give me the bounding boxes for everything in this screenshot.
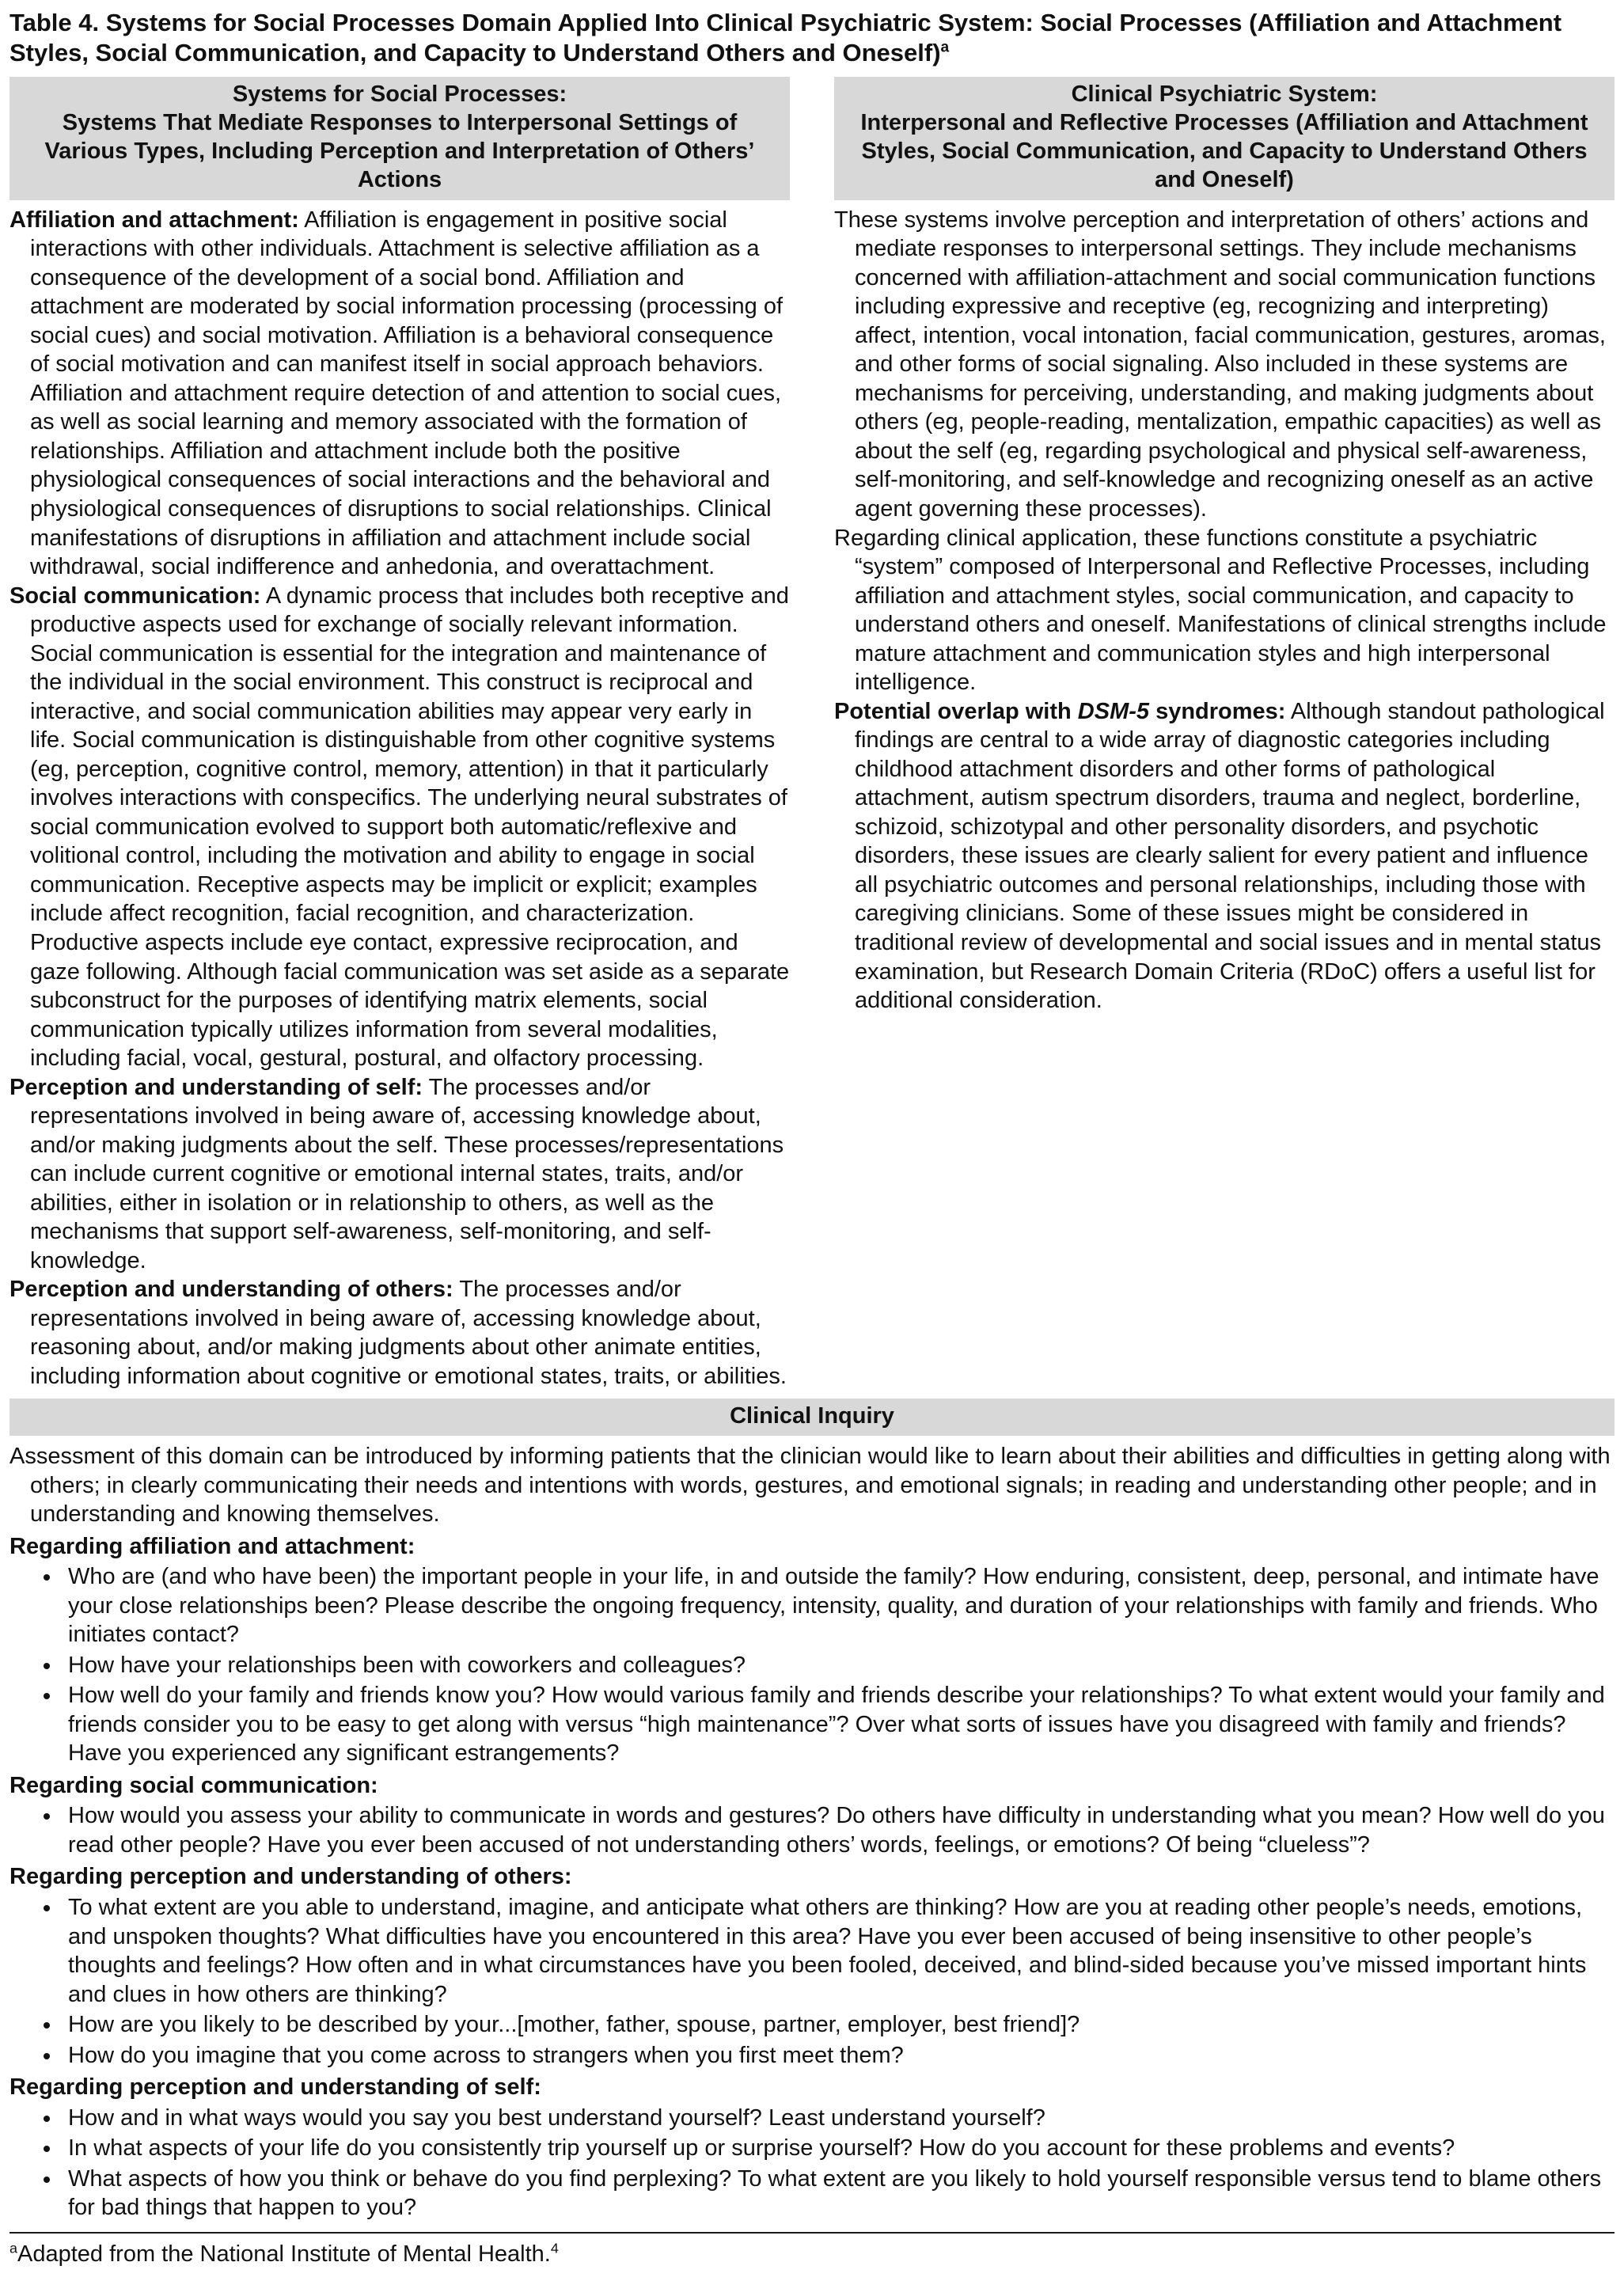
dsm5-title: DSM-5: [1077, 698, 1150, 724]
right-column-header-line2: Interpersonal and Reflective Processes (Affiliation and Attachment Styles, Social Communication, and Capacity to Understand Others and Oneself): [860, 109, 1588, 192]
section-heading-communication: Regarding social communication:: [9, 1772, 378, 1798]
footnote-reference-number: 4: [550, 2240, 559, 2256]
clinical-inquiry-section-understanding-others: [9, 1862, 1615, 2070]
clinical-inquiry-intro: Assessment of this domain can be introduced by informing patients that the clinician would like to learn about their abilities and difficulties in getting along with others; in clearly communicating their needs and intentions with words, gestures, and emotional signals; in reading and understanding other people; and in understanding and knowing themselves.: [9, 1444, 1611, 1528]
definition-perception-others-text: The processes and/or representations involved in being aware of, accessing knowledge about, reasoning about, and/or making judgments about other animate entities, including information about cognitive or emotional states, traits, or abilities.: [30, 1277, 787, 1389]
bullet-item: • How have your relationships been with coworkers and colleagues?: [62, 1651, 1615, 1680]
bullet-list-affiliation: [9, 1562, 1615, 1768]
bullet-item: • To what extent are you able to understand, imagine, and anticipate what others are thinking? How are you at reading other people’s needs, emotions, and unspoken thoughts? What difficulties have you encountered in this area? Have you ever been accused of being insensitive to other people’s thoughts and feelings? How often and in what circumstances have you been fooled, deceived, and blind-sided because you’ve missed important hints and clues in how others are thinking?: [62, 1893, 1615, 2009]
section-heading-affiliation: Regarding affiliation and attachment:: [9, 1533, 415, 1559]
definition-social-communication-text: A dynamic process that includes both receptive and productive aspects used for exchange of socially relevant information. Social communication is essential for the integration and maintenance of the individual in the social environment. This construct is reciprocal and interactive, and social communication abilities may appear very early in life. Social communication is distinguishable from other cognitive systems (eg, perception, cognitive control, memory, attention) in that it particularly involves interactions with conspecifics. The underlying neural substrates of social communication evolved to support both automatic/reflexive and volitional control, including the motivation and ability to engage in social communication. Receptive aspects may be implicit or explicit; examples include affect recognition, facial recognition, and characterization. Productive aspects include eye contact, expressive reciprocation, and gaze following. Although facial communication was set aside as a separate subconstruct for the purposes of identifying matrix elements, social communication typically utilizes information from several modalities, including facial, vocal, gestural, postural, and olfactory processing.: [30, 583, 790, 1072]
bullet-item: • How and in what ways would you say you best understand yourself? Least understand yourself?: [62, 2104, 1615, 2133]
definition-perception-self-lead: Perception and understanding of self:: [9, 1074, 423, 1100]
footnote-text: Adapted from the National Institute of Mental Health.: [17, 2241, 551, 2267]
dsm5-overlap-text: Although standout pathological findings are central to a wide array of diagnostic categories including childhood attachment disorders and other forms of pathological attachment, autism spectrum disorders, trauma and neglect, borderline, schizoid, schizotypal and other personality disorders, and psychotic disorders, these issues are clearly salient for every patient and influence all psychiatric outcomes and personal relationships, including those with caregiving clinicians. Some of these issues might be considered in traditional review of developmental and social issues and in mental status examination, but Research Domain Criteria (RDoC) offers a useful list for additional consideration.: [855, 698, 1605, 1014]
definition-perception-others: [9, 1275, 790, 1391]
bullet-item: • How are you likely to be described by your...[mother, father, spouse, partner, employer, best friend]?: [62, 2010, 1615, 2040]
bullet-list-understanding-self: [9, 2104, 1615, 2222]
bullet-list-understanding-others: [9, 1893, 1615, 2070]
table-title: [9, 8, 1615, 69]
right-column-header: [834, 77, 1615, 200]
definition-affiliation-attachment-text: Affiliation is engagement in positive social interactions with other individuals. Attachment is selective affiliation as a consequence of the development of a social bond. Affiliation and attachment are moderated by social information processing (processing of social cues) and social motivation. Affiliation is a behavioral consequence of social motivation and can manifest itself in social approach behaviors. Affiliation and attachment require detection of and attention to social cues, as well as social learning and memory associated with the formation of relationships. Affiliation and attachment include both the positive physiological consequences of social interactions and the behavioral and physiological consequences of disruptions to social relationships. Clinical manifestations of disruptions in affiliation and attachment include social withdrawal, social indifference and anhedonia, and overattachment.: [30, 207, 784, 580]
clinical-systems-description: These systems involve perception and interpretation of others’ actions and mediate responses to interpersonal settings. They include mechanisms concerned with affiliation-attachment and social communication functions including expressive and receptive (eg, recognizing and interpreting) affect, intention, vocal intonation, facial communication, gestures, aromas, and other forms of social signaling. Also included in these systems are mechanisms for perceiving, understanding, and making judgments about others (eg, people-reading, mentalization, empathic capacities) as well as about the self (eg, regarding psychological and physical self-awareness, self-monitoring, and self-knowledge and recognizing oneself as an active agent governing these processes).: [834, 207, 1606, 522]
table-title-footnote-marker: a: [940, 40, 950, 57]
section-heading-understanding-self: Regarding perception and understanding of self:: [9, 2074, 541, 2101]
bullet-item: • How would you assess your ability to communicate in words and gestures? Do others have difficulty in understanding what you mean? How well do you read other people? Have you ever been accused of not understanding others’ words, feelings, or emotions? Of being “clueless”?: [62, 1801, 1615, 1859]
section-heading-understanding-others: Regarding perception and understanding of others:: [9, 1864, 572, 1890]
clinical-inquiry-header-bar: Clinical Inquiry: [9, 1399, 1615, 1436]
footnote-marker: a: [9, 2240, 17, 2256]
bullet-item: • In what aspects of your life do you consistently trip yourself up or surprise yourself? How do you account for these problems and events?: [62, 2134, 1615, 2163]
left-column-header-line1: Systems for Social Processes:: [232, 81, 567, 107]
clinical-application-description: Regarding clinical application, these functions constitute a psychiatric “system” composed of Interpersonal and Reflective Processes, including affiliation and attachment styles, social communication, and capacity to understand others and oneself. Manifestations of clinical strengths include mature attachment and communication styles and high interpersonal intelligence.: [834, 525, 1607, 696]
right-column-header-line1: Clinical Psychiatric System:: [1071, 81, 1378, 107]
bullet-item: • How do you imagine that you come across to strangers when you first meet them?: [62, 2041, 1615, 2070]
clinical-inquiry-section-affiliation: [9, 1532, 1615, 1768]
clinical-inquiry-section-communication: [9, 1771, 1615, 1860]
definition-perception-others-lead: Perception and understanding of others:: [9, 1277, 453, 1303]
definition-affiliation-attachment-lead: Affiliation and attachment:: [9, 207, 299, 233]
clinical-inquiry-section-understanding-self: [9, 2073, 1615, 2222]
bullet-item: • What aspects of how you think or behave do you find perplexing? To what extent are you likely to hold yourself responsible versus tend to blame others for bad things that happen to you?: [62, 2165, 1615, 2222]
bullet-list-communication: [9, 1801, 1615, 1859]
definition-social-communication: [9, 582, 790, 1073]
dsm5-overlap-paragraph: [834, 697, 1615, 1015]
definition-perception-self: [9, 1073, 790, 1276]
left-column-header: [9, 77, 790, 200]
bullet-item: • How well do your family and friends know you? How would various family and friends describe your relationships? To what extent would your family and friends consider you to be easy to get along with versus “high maintenance”? Over what sorts of issues have you disagreed with family and friends? Have you experienced any significant estrangements?: [62, 1681, 1615, 1768]
footnote: [9, 2232, 1615, 2274]
right-column-clinical-system: [834, 77, 1615, 1015]
bullet-item: • Who are (and who have been) the important people in your life, in and outside the family? How enduring, consistent, deep, personal, and intimate have your close relationships been? Please describe the ongoing frequency, intensity, quality, and duration of your relationships with family and friends. Who initiates contact?: [62, 1562, 1615, 1649]
table-title-text: Table 4. Systems for Social Processes Domain Applied Into Clinical Psychiatric System: Social Processes (Affiliation and Attachment Styles, Social Communication, and Capacity to Understand Others and Oneself): [9, 9, 1562, 67]
definition-perception-self-text: The processes and/or representations involved in being aware of, accessing knowledge about, and/or making judgments about the self. These processes/representations can include current cognitive or emotional internal states, traits, and/or abilities, either in isolation or in relationship to others, as well as the mechanisms that support self-awareness, self-monitoring, and self-knowledge.: [30, 1074, 784, 1273]
left-column-social-processes: [9, 77, 790, 1391]
dsm5-overlap-lead-pre: Potential overlap with: [834, 698, 1078, 724]
definition-social-communication-lead: Social communication:: [9, 583, 261, 609]
definition-affiliation-attachment: [9, 206, 790, 582]
dsm5-overlap-lead: [834, 699, 1285, 724]
two-column-definitions: [9, 77, 1615, 1391]
dsm5-overlap-lead-post: syndromes:: [1149, 698, 1286, 724]
left-column-header-line2: Systems That Mediate Responses to Interpersonal Settings of Various Types, Including Perception and Interpretation of Others’ Actions: [44, 109, 755, 192]
